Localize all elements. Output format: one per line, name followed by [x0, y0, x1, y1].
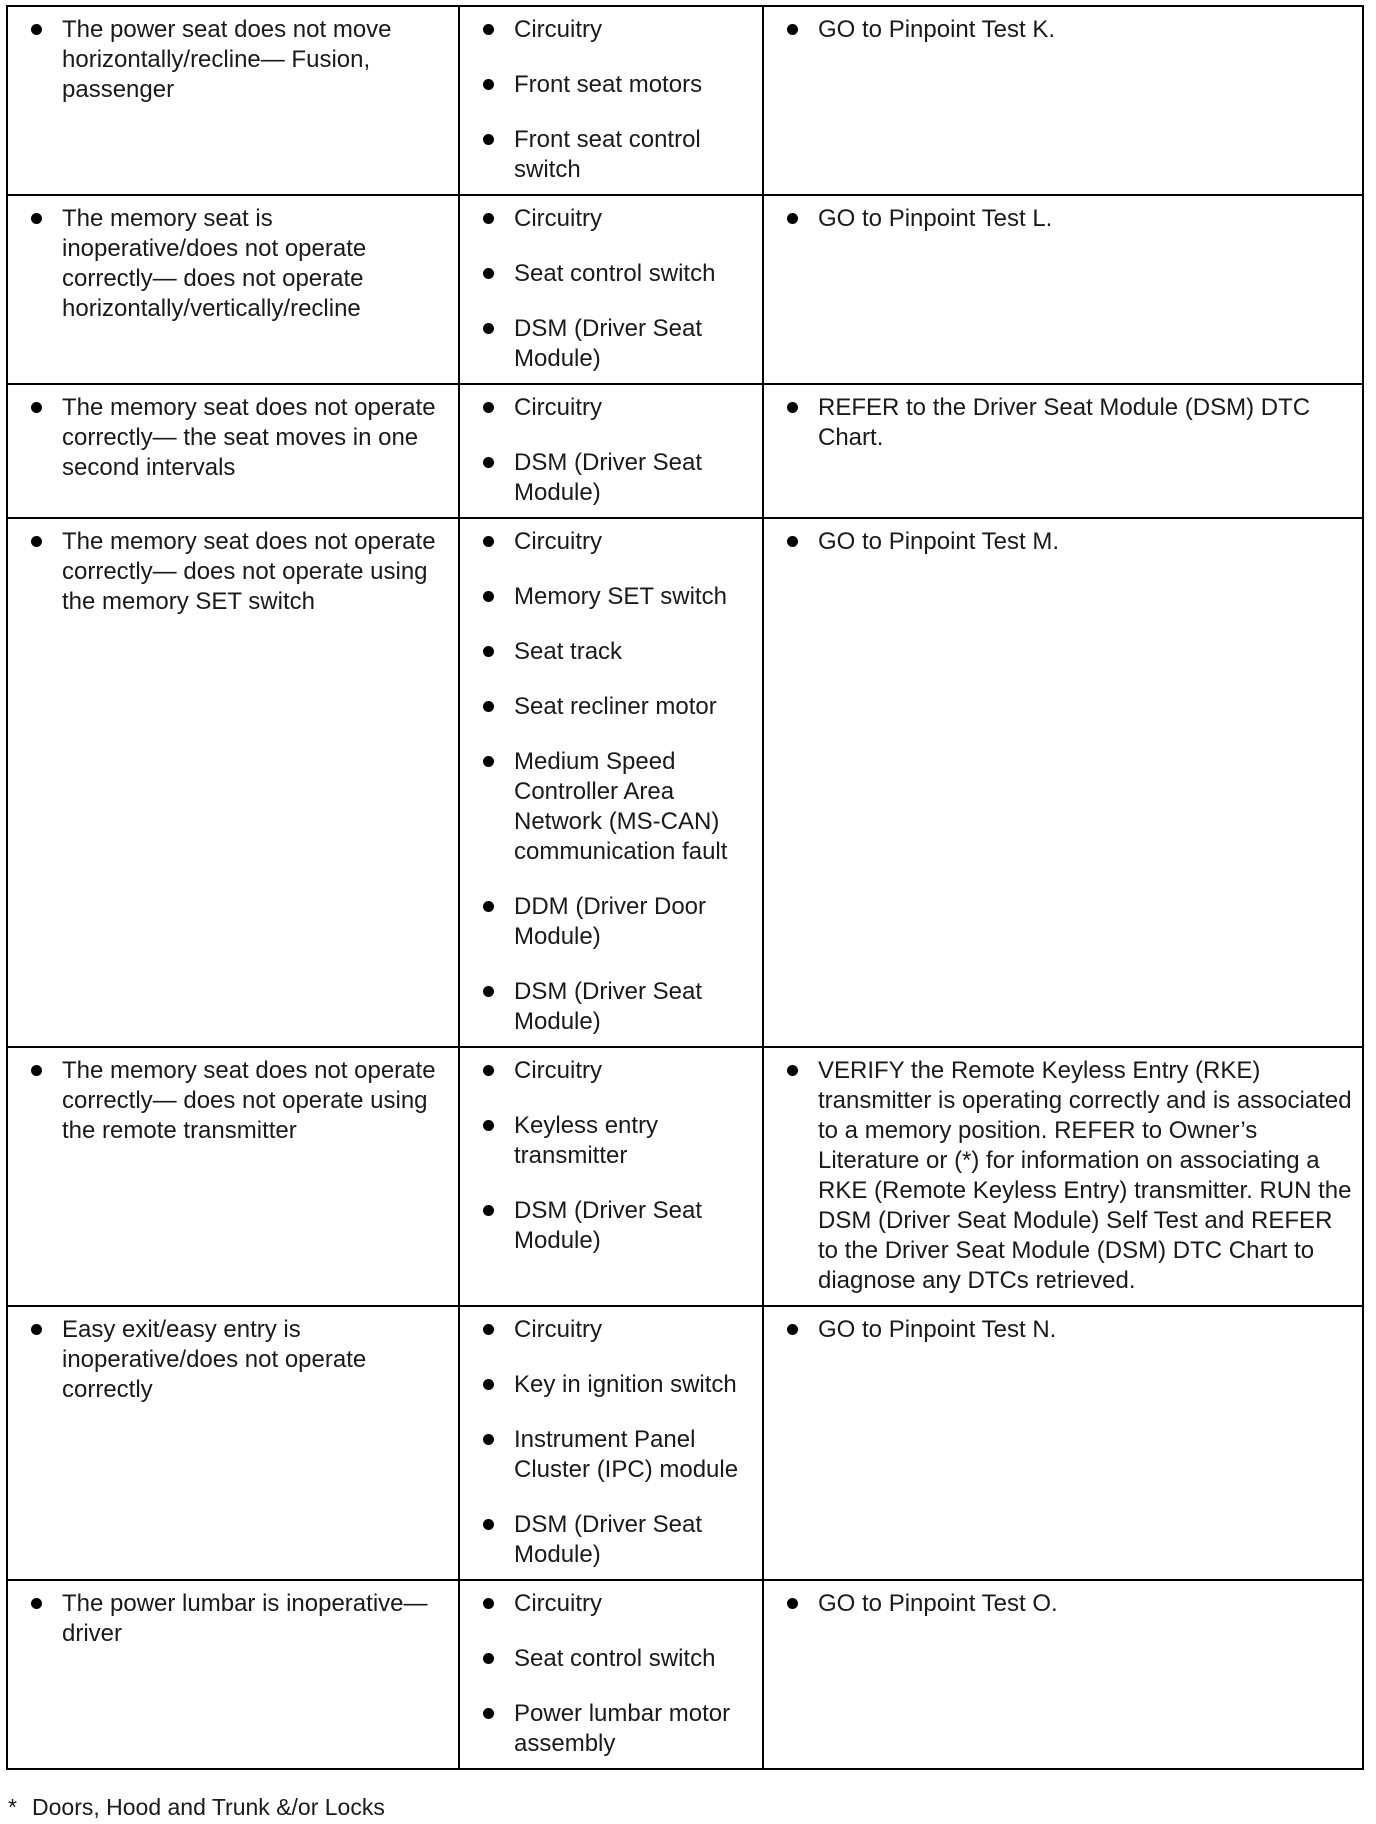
possible-source-item: Seat track: [482, 637, 752, 667]
condition-cell: [7, 195, 459, 384]
possible-source-cell: [459, 518, 763, 1047]
condition-item: The power lumbar is inoperative— driver: [30, 1589, 448, 1649]
action-cell: [763, 1047, 1363, 1306]
bullet-list: [30, 204, 448, 324]
possible-source-cell: [459, 1047, 763, 1306]
possible-source-item: Seat recliner motor: [482, 692, 752, 722]
condition-item: The memory seat is inoperative/does not operate correctly— does not operate horizontally/vertically/recline: [30, 204, 448, 324]
bullet-list: [482, 1056, 752, 1256]
possible-source-item: DDM (Driver Door Module): [482, 892, 752, 952]
possible-source-item: Power lumbar motor assembly: [482, 1699, 752, 1759]
possible-source-item: DSM (Driver Seat Module): [482, 1196, 752, 1256]
action-item: GO to Pinpoint Test L.: [786, 204, 1352, 234]
possible-source-cell: [459, 6, 763, 195]
action-cell: [763, 1580, 1363, 1769]
condition-cell: [7, 1580, 459, 1769]
bullet-list: [786, 204, 1352, 234]
possible-source-item: Circuitry: [482, 1589, 752, 1619]
bullet-list: [482, 1315, 752, 1570]
condition-item: The memory seat does not operate correctly— the seat moves in one second intervals: [30, 393, 448, 483]
possible-source-item: DSM (Driver Seat Module): [482, 314, 752, 374]
bullet-list: [482, 204, 752, 374]
action-item: GO to Pinpoint Test K.: [786, 15, 1352, 45]
footnote: [8, 1793, 385, 1821]
possible-source-cell: [459, 1306, 763, 1580]
bullet-list: [30, 393, 448, 483]
possible-source-item: Circuitry: [482, 527, 752, 557]
bullet-list: [30, 527, 448, 617]
bullet-list: [482, 527, 752, 1037]
condition-item: The power seat does not move horizontally/recline— Fusion, passenger: [30, 15, 448, 105]
footnote-marker: *: [8, 1794, 17, 1820]
bullet-list: [786, 527, 1352, 557]
bullet-list: [30, 15, 448, 105]
bullet-list: [482, 393, 752, 508]
action-item: GO to Pinpoint Test N.: [786, 1315, 1352, 1345]
possible-source-item: Circuitry: [482, 15, 752, 45]
bullet-list: [30, 1315, 448, 1405]
condition-cell: [7, 1047, 459, 1306]
bullet-list: [30, 1589, 448, 1649]
condition-item: The memory seat does not operate correctly— does not operate using the memory SET switch: [30, 527, 448, 617]
possible-source-item: Memory SET switch: [482, 582, 752, 612]
action-item: REFER to the Driver Seat Module (DSM) DTC Chart.: [786, 393, 1352, 453]
possible-source-item: Front seat motors: [482, 70, 752, 100]
possible-source-item: Front seat control switch: [482, 125, 752, 185]
action-cell: [763, 6, 1363, 195]
table-row: [7, 1306, 1363, 1580]
table-row: [7, 384, 1363, 518]
possible-source-item: Medium Speed Controller Area Network (MS-CAN) communication fault: [482, 747, 752, 867]
possible-source-item: Circuitry: [482, 1056, 752, 1086]
action-item: GO to Pinpoint Test O.: [786, 1589, 1352, 1619]
action-item: VERIFY the Remote Keyless Entry (RKE) transmitter is operating correctly and is associated to a memory position. REFER to Owner’s Literature or (*) for information on associating a RKE (Remote Keyless Entry) transmitter. RUN the DSM (Driver Seat Module) Self Test and REFER to the Driver Seat Module (DSM) DTC Chart to diagnose any DTCs retrieved.: [786, 1056, 1352, 1296]
possible-source-item: Seat control switch: [482, 259, 752, 289]
table-row: [7, 1047, 1363, 1306]
bullet-list: [786, 15, 1352, 45]
possible-source-item: Circuitry: [482, 1315, 752, 1345]
bullet-list: [786, 1589, 1352, 1619]
condition-cell: [7, 518, 459, 1047]
bullet-list: [482, 1589, 752, 1759]
bullet-list: [786, 1315, 1352, 1345]
footnote-text: Doors, Hood and Trunk &/or Locks: [32, 1794, 385, 1820]
action-cell: [763, 384, 1363, 518]
table-row: [7, 518, 1363, 1047]
possible-source-item: DSM (Driver Seat Module): [482, 1510, 752, 1570]
condition-item: The memory seat does not operate correctly— does not operate using the remote transmitter: [30, 1056, 448, 1146]
possible-source-item: Key in ignition switch: [482, 1370, 752, 1400]
possible-source-item: Circuitry: [482, 204, 752, 234]
possible-source-item: Keyless entry transmitter: [482, 1111, 752, 1171]
bullet-list: [786, 393, 1352, 453]
table-row: [7, 1580, 1363, 1769]
possible-source-item: DSM (Driver Seat Module): [482, 977, 752, 1037]
condition-cell: [7, 1306, 459, 1580]
bullet-list: [786, 1056, 1352, 1296]
bullet-list: [482, 15, 752, 185]
action-cell: [763, 1306, 1363, 1580]
possible-source-item: DSM (Driver Seat Module): [482, 448, 752, 508]
possible-source-item: Instrument Panel Cluster (IPC) module: [482, 1425, 752, 1485]
bullet-list: [30, 1056, 448, 1146]
condition-cell: [7, 384, 459, 518]
symptom-chart-body: [7, 6, 1363, 1769]
table-row: [7, 195, 1363, 384]
possible-source-item: Circuitry: [482, 393, 752, 423]
condition-cell: [7, 6, 459, 195]
action-item: GO to Pinpoint Test M.: [786, 527, 1352, 557]
possible-source-cell: [459, 1580, 763, 1769]
possible-source-item: Seat control switch: [482, 1644, 752, 1674]
table-row: [7, 6, 1363, 195]
action-cell: [763, 518, 1363, 1047]
condition-item: Easy exit/easy entry is inoperative/does not operate correctly: [30, 1315, 448, 1405]
possible-source-cell: [459, 384, 763, 518]
symptom-chart-table: [6, 5, 1364, 1770]
action-cell: [763, 195, 1363, 384]
possible-source-cell: [459, 195, 763, 384]
